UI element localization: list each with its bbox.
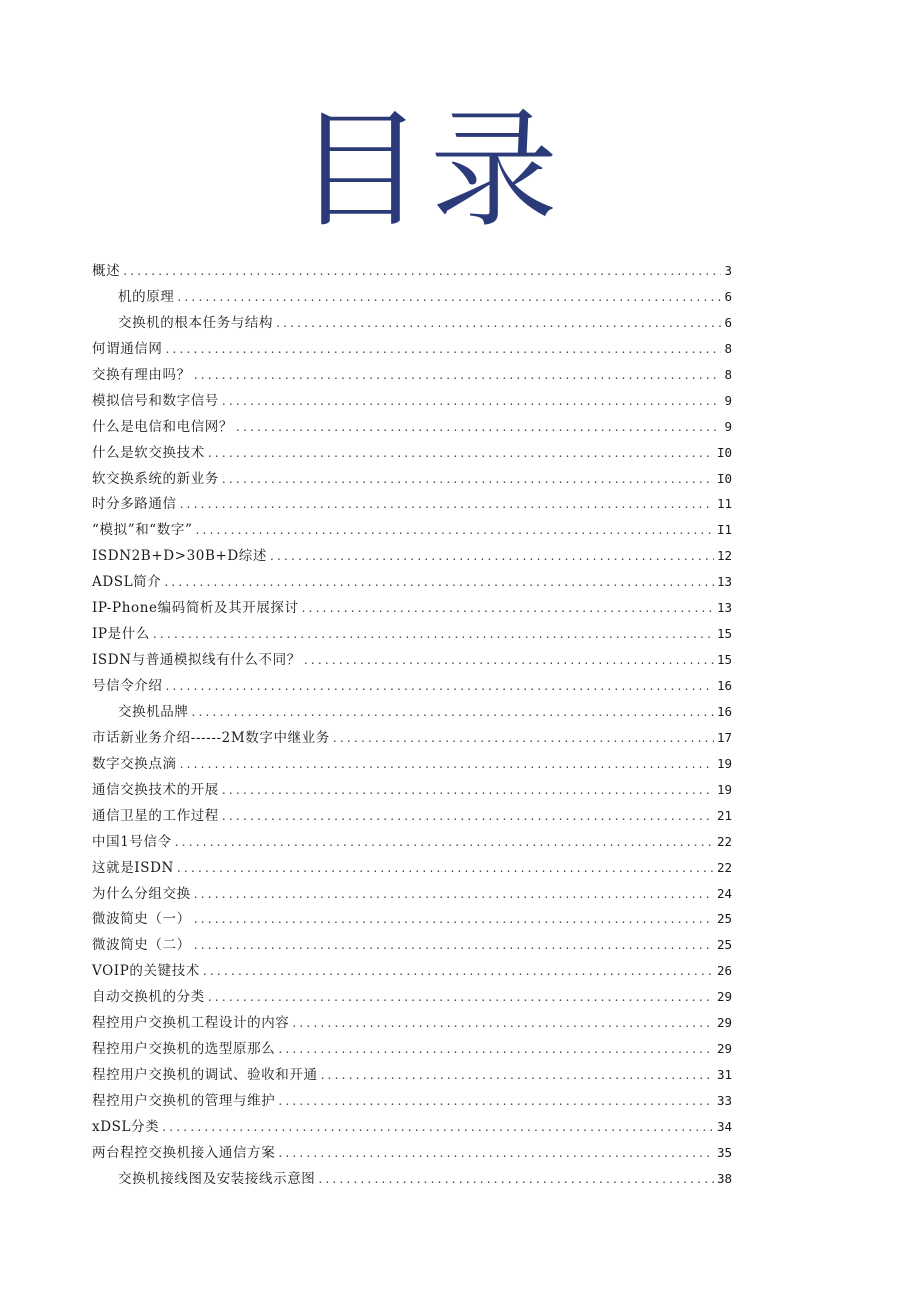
toc-entry-page-number: 16 [716,678,732,693]
toc-entry[interactable] [92,310,732,336]
toc-entry-page-number: I0 [716,470,732,486]
toc-entry-title: 何谓通信网 [92,340,163,357]
dot-leader [175,830,714,856]
dot-leader [180,752,714,778]
toc-entry-title: 时分多路通信 [92,496,177,513]
dot-leader [304,648,714,674]
dot-leader [222,389,722,415]
toc-entry-page-number: 25 [716,911,732,927]
toc-entry-title: IP-Phone编码简析及其开展探讨 [92,600,299,617]
toc-entry-page-number: 13 [716,600,732,616]
dot-leader [302,596,714,622]
toc-entry-page-number: 22 [716,859,732,875]
toc-entry[interactable] [92,1140,732,1166]
toc-entry-page-number: 19 [716,781,732,797]
toc-entry[interactable] [92,336,732,362]
toc-entry-title: ISDN2B+D>30B+D综述 [92,548,268,565]
toc-entry-title: 市话新业务介绍------2M数字中继业务 [92,729,330,746]
toc-entry-page-number: 8 [724,366,732,382]
toc-entry-page-number: 25 [716,937,732,953]
toc-entry-title: 微波简史（二） [92,937,191,954]
toc-entry-title: 概述 [92,263,121,279]
toc-entry[interactable] [92,284,732,310]
toc-entry-title: 软交换系统的新业务 [92,470,219,487]
dot-leader [278,1141,714,1167]
toc-entry[interactable] [92,621,732,647]
toc-entry-page-number: 3 [724,263,732,278]
toc-entry[interactable] [92,517,732,543]
toc-entry[interactable] [92,1062,732,1088]
toc-entry-page-number: 15 [716,626,732,642]
toc-entry[interactable] [92,803,732,829]
dot-leader [222,778,714,804]
toc-entry-title: 交换机的根本任务与结构 [118,314,274,331]
toc-entry[interactable] [92,932,732,958]
dot-leader [180,492,714,518]
toc-entry[interactable] [92,855,732,881]
toc-entry-page-number: 29 [716,1041,732,1057]
toc-entry[interactable] [92,673,732,699]
toc-entry-page-number: 35 [716,1144,732,1160]
toc-entry[interactable] [92,491,732,517]
dot-leader [208,441,714,467]
dot-leader [276,311,721,337]
toc-entry-title: 交换机接线图及安装接线示意图 [118,1170,316,1187]
toc-entry[interactable] [92,414,732,440]
toc-entry-page-number: 12 [716,548,732,564]
dot-leader [222,804,714,830]
dot-leader [177,856,714,882]
toc-entry[interactable] [92,984,732,1010]
toc-entry-page-number: 33 [716,1093,732,1108]
toc-entry[interactable] [92,647,732,673]
toc-entry[interactable] [92,1088,732,1114]
toc-entry-title: ADSL简介 [92,574,162,591]
toc-entry-title: 中国1号信令 [92,833,172,850]
toc-entry[interactable] [92,1036,732,1062]
dot-leader [166,337,722,363]
toc-entry-page-number: 16 [716,703,732,719]
toc-entry[interactable] [92,543,732,569]
toc-entry[interactable] [92,958,732,984]
toc-entry-page-number: 11 [716,496,732,512]
toc-entry-title: 机的原理 [118,288,175,305]
dot-leader [177,285,721,311]
toc-entry-page-number: 15 [716,652,732,668]
toc-entry-page-number: 9 [724,392,732,408]
toc-entry-page-number: 9 [724,418,732,434]
toc-entry[interactable] [92,1166,732,1192]
toc-entry-title: 模拟信号和数字信号 [92,392,219,409]
toc-entry-title: 通信卫星的工作过程 [92,807,219,824]
dot-leader [203,959,714,985]
toc-entry-page-number: 38 [716,1170,732,1186]
dot-leader [222,467,714,493]
toc-entry-title: 为什么分组交换 [92,885,191,902]
toc-entry-page-number: 17 [716,729,732,745]
toc-entry-title: 交换有理由吗？ [92,366,191,383]
toc-entry-page-number: 34 [716,1118,732,1134]
dot-leader [192,700,714,726]
toc-entry-title: 两台程控交换机接入通信方案 [92,1144,276,1161]
dot-leader [123,259,721,285]
dot-leader [166,674,714,700]
toc-entry-page-number: 19 [716,755,732,771]
toc-entry-page-number: 8 [724,340,732,356]
toc-entry-title: 程控用户交换机工程设计的内容 [92,1015,290,1032]
toc-entry-page-number: 26 [716,963,732,979]
toc-entry-page-number: 6 [724,314,732,330]
toc-entry[interactable] [92,725,732,751]
dot-leader [292,1011,714,1037]
toc-entry-title: 自动交换机的分类 [92,989,205,1006]
toc-entry-title: 程控用户交换机的调试、验收和开通 [92,1067,318,1084]
toc-entry-title: 程控用户交换机的管理与维护 [92,1093,276,1109]
toc-entry[interactable] [92,829,732,855]
toc-entry-title: 这就是ISDN [92,859,174,876]
toc-entry[interactable] [92,595,732,621]
toc-entry[interactable] [92,1114,732,1140]
toc-entry-title: 微波简史（一） [92,911,191,928]
toc-entry-page-number: 29 [716,989,732,1005]
toc-entry-page-number: 29 [716,1015,732,1031]
toc-entry-page-number: 24 [716,885,732,901]
toc-entry[interactable] [92,906,732,932]
toc-entry[interactable] [92,258,732,284]
table-of-contents [92,258,732,1192]
toc-entry-page-number: 31 [716,1067,732,1083]
toc-entry-title: 通信交换技术的开展 [92,781,219,798]
dot-leader [153,622,714,648]
dot-leader [278,1037,714,1063]
toc-entry-title: 交换机品牌 [118,703,189,720]
dot-leader [208,985,714,1011]
dot-leader [333,726,714,752]
toc-entry[interactable] [92,881,732,907]
dot-leader [318,1167,714,1193]
toc-entry-title: xDSL分类 [92,1118,160,1135]
dot-leader [196,518,714,544]
dot-leader [194,363,722,389]
dot-leader [194,907,714,933]
toc-entry-title: ISDN与普通模拟线有什么不同？ [92,652,301,669]
dot-leader [321,1063,714,1089]
toc-entry-page-number: 6 [724,288,732,304]
dot-leader [270,544,714,570]
dot-leader [236,415,721,441]
toc-entry-page-number: I1 [716,522,732,538]
toc-entry-title: IP是什么 [92,626,150,643]
toc-entry-title: 数字交换点滴 [92,755,177,772]
dot-leader [194,933,714,959]
toc-entry[interactable] [92,440,732,466]
toc-entry-title: 什么是电信和电信网？ [92,418,233,435]
toc-entry-title: 程控用户交换机的选型原那么 [92,1041,276,1058]
dot-leader [194,882,714,908]
dot-leader [162,1115,714,1141]
page-title: 目录 [295,96,564,245]
toc-entry[interactable] [92,751,732,777]
toc-entry[interactable] [92,388,732,414]
dot-leader [164,570,714,596]
dot-leader [278,1089,714,1115]
toc-entry[interactable] [92,777,732,803]
toc-entry-title: 号信令介绍 [92,678,163,694]
toc-entry-title: VOIP的关键技术 [92,963,200,980]
toc-entry-title: “模拟”和“数字” [92,522,193,539]
toc-entry[interactable] [92,362,732,388]
toc-entry-page-number: 21 [716,807,732,823]
toc-entry-page-number: 13 [716,574,732,590]
toc-entry[interactable] [92,466,732,492]
toc-entry-page-number: 22 [716,833,732,849]
toc-entry-page-number: I0 [716,444,732,460]
toc-entry[interactable] [92,1010,732,1036]
toc-entry[interactable] [92,699,732,725]
toc-entry[interactable] [92,569,732,595]
toc-entry-title: 什么是软交换技术 [92,444,205,461]
